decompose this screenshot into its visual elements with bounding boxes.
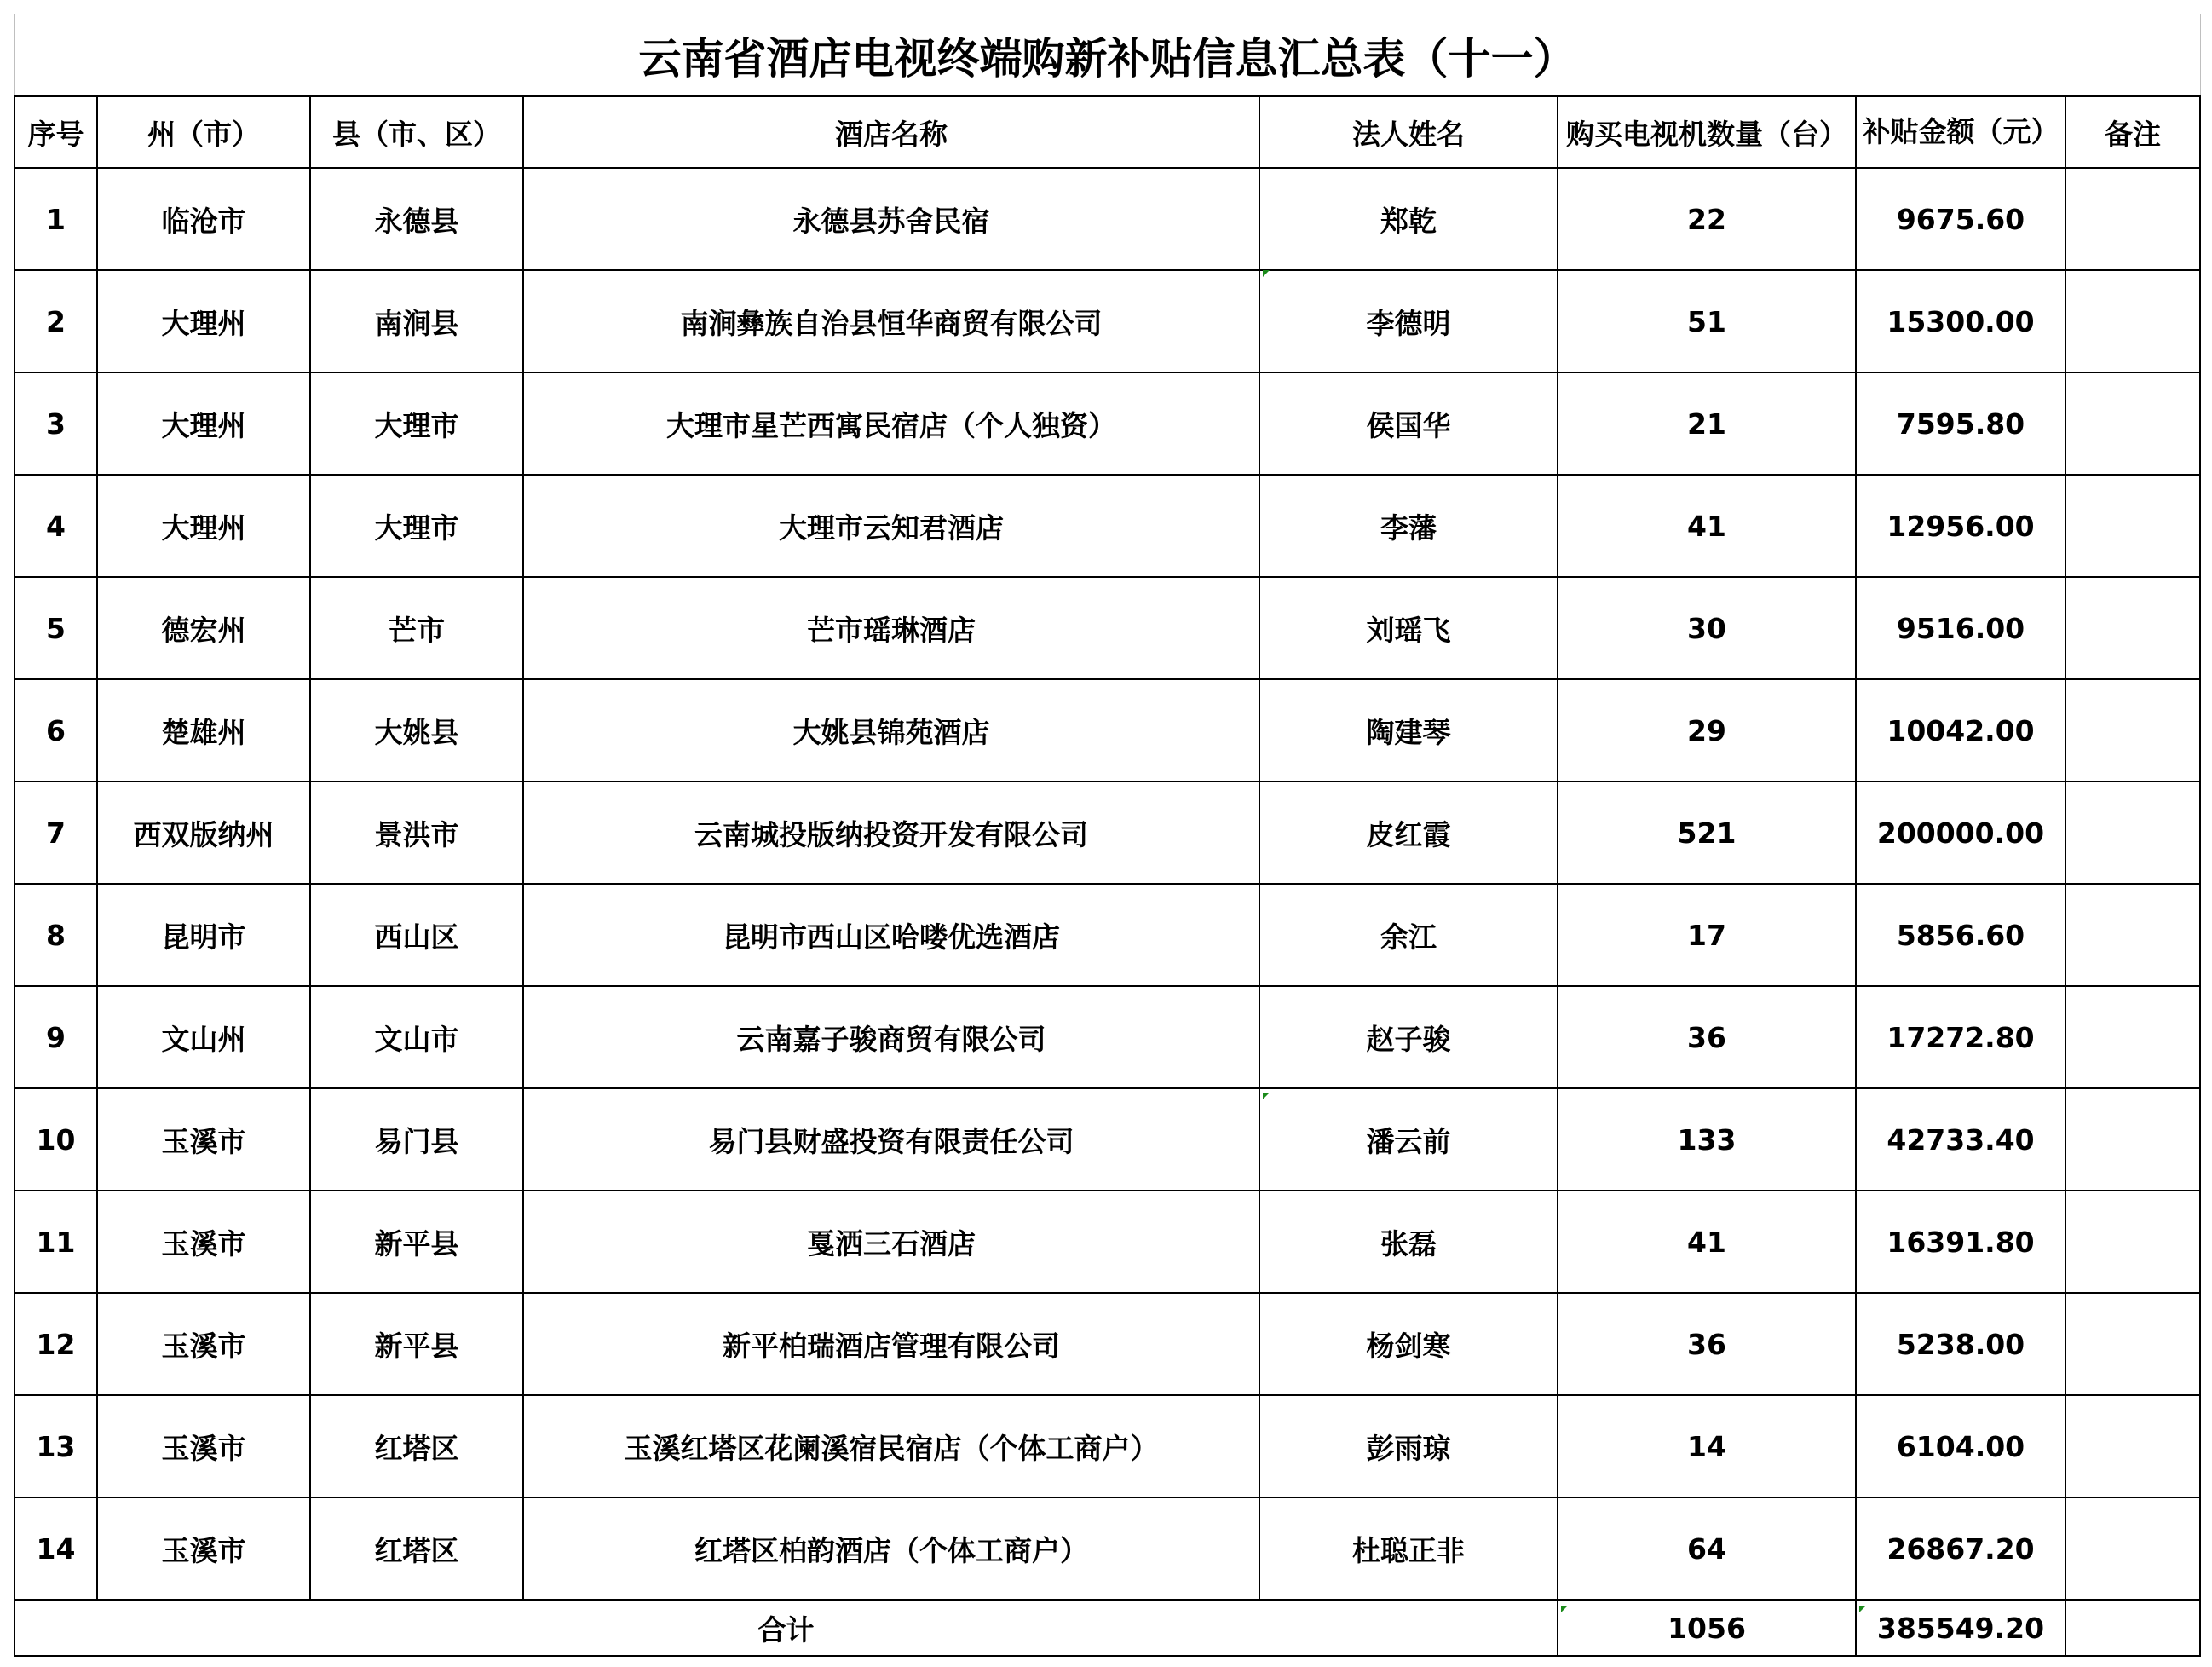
cell-no[interactable]: 8 [14,884,97,986]
cell-subsidy[interactable]: 9516.00 [1856,577,2065,679]
cell-subsidy[interactable]: 7595.80 [1856,372,2065,475]
table-body [14,168,2200,1600]
table-row [14,577,2200,679]
cell-prefecture[interactable]: 德宏州 [97,577,310,679]
table-row [14,884,2200,986]
cell-county[interactable]: 景洪市 [310,782,523,884]
cell-no[interactable]: 9 [14,986,97,1088]
cell-remarks[interactable] [2065,372,2200,475]
cell-prefecture[interactable]: 楚雄州 [97,679,310,782]
cell-no[interactable]: 5 [14,577,97,679]
cell-legal-person[interactable]: 侯国华 [1259,372,1558,475]
cell-county[interactable]: 西山区 [310,884,523,986]
total-subsidy[interactable]: 385549.20 [1856,1600,2065,1656]
cell-remarks[interactable] [2065,1088,2200,1191]
cell-county[interactable]: 红塔区 [310,1497,523,1600]
cell-prefecture[interactable]: 玉溪市 [97,1395,310,1497]
cell-prefecture[interactable]: 西双版纳州 [97,782,310,884]
cell-prefecture[interactable]: 临沧市 [97,168,310,270]
cell-no[interactable]: 11 [14,1191,97,1293]
header-row [14,96,2200,168]
cell-prefecture[interactable]: 大理州 [97,372,310,475]
cell-remarks[interactable] [2065,577,2200,679]
cell-remarks[interactable] [2065,679,2200,782]
cell-prefecture[interactable]: 大理州 [97,475,310,577]
cell-marker [1859,1606,1866,1612]
cell-prefecture[interactable]: 玉溪市 [97,1293,310,1395]
cell-tv-count[interactable]: 41 [1558,475,1856,577]
cell-no[interactable]: 7 [14,782,97,884]
table-row [14,372,2200,475]
cell-prefecture[interactable]: 玉溪市 [97,1497,310,1600]
cell-county[interactable]: 大理市 [310,475,523,577]
cell-county[interactable]: 新平县 [310,1191,523,1293]
header-tv-count[interactable]: 购买电视机数量（台） [1558,96,1856,168]
cell-prefecture[interactable]: 大理州 [97,270,310,372]
cell-county[interactable]: 大姚县 [310,679,523,782]
cell-tv-count[interactable]: 36 [1558,1293,1856,1395]
cell-hotel[interactable]: 易门县财盛投资有限责任公司 [523,1088,1259,1191]
table-title[interactable]: 云南省酒店电视终端购新补贴信息汇总表（十一） [14,14,2200,97]
cell-hotel[interactable]: 大理市星芒西寓民宿店（个人独资） [523,372,1259,475]
cell-prefecture[interactable]: 玉溪市 [97,1191,310,1293]
cell-legal-person[interactable]: 张磊 [1259,1191,1558,1293]
header-county[interactable]: 县（市、区） [310,96,523,168]
table-row [14,1191,2200,1293]
cell-remarks[interactable] [2065,270,2200,372]
cell-county[interactable]: 新平县 [310,1293,523,1395]
cell-tv-count[interactable]: 29 [1558,679,1856,782]
cell-county[interactable]: 红塔区 [310,1395,523,1497]
cell-no[interactable]: 10 [14,1088,97,1191]
cell-subsidy[interactable]: 16391.80 [1856,1191,2065,1293]
cell-hotel[interactable]: 大理市云知君酒店 [523,475,1259,577]
cell-hotel[interactable]: 云南嘉子骏商贸有限公司 [523,986,1259,1088]
cell-tv-count[interactable]: 30 [1558,577,1856,679]
cell-tv-count[interactable]: 41 [1558,1191,1856,1293]
cell-tv-count[interactable]: 521 [1558,782,1856,884]
cell-legal-person[interactable]: 皮红霞 [1259,782,1558,884]
cell-tv-count[interactable]: 36 [1558,986,1856,1088]
cell-hotel[interactable]: 玉溪红塔区花阑溪宿民宿店（个体工商户） [523,1395,1259,1497]
cell-hotel[interactable]: 戛洒三石酒店 [523,1191,1259,1293]
cell-marker [1561,1606,1568,1612]
cell-legal-person[interactable]: 赵子骏 [1259,986,1558,1088]
cell-subsidy[interactable]: 42733.40 [1856,1088,2065,1191]
cell-legal-person[interactable]: 杨剑寒 [1259,1293,1558,1395]
cell-marker [1263,1093,1270,1099]
cell-legal-person[interactable]: 潘云前 [1259,1088,1558,1191]
cell-marker [1263,270,1270,277]
cell-remarks[interactable] [2065,1191,2200,1293]
cell-remarks[interactable] [2065,1293,2200,1395]
cell-subsidy[interactable]: 26867.20 [1856,1497,2065,1600]
cell-subsidy[interactable]: 9675.60 [1856,168,2065,270]
cell-hotel[interactable]: 芒市瑶琳酒店 [523,577,1259,679]
total-remarks[interactable] [2065,1600,2200,1656]
cell-subsidy[interactable]: 10042.00 [1856,679,2065,782]
table-row [14,475,2200,577]
cell-subsidy[interactable]: 5856.60 [1856,884,2065,986]
cell-legal-person[interactable]: 陶建琴 [1259,679,1558,782]
cell-subsidy[interactable]: 5238.00 [1856,1293,2065,1395]
cell-legal-person[interactable]: 郑乾 [1259,168,1558,270]
header-subsidy[interactable] [1856,96,2065,168]
cell-remarks[interactable] [2065,884,2200,986]
table-row [14,679,2200,782]
cell-tv-count[interactable]: 21 [1558,372,1856,475]
cell-prefecture[interactable]: 文山州 [97,986,310,1088]
cell-remarks[interactable] [2065,475,2200,577]
cell-legal-person[interactable]: 彭雨琼 [1259,1395,1558,1497]
header-prefecture[interactable]: 州（市） [97,96,310,168]
cell-hotel[interactable]: 大姚县锦苑酒店 [523,679,1259,782]
table-row [14,1395,2200,1497]
cell-county[interactable]: 南涧县 [310,270,523,372]
table-container [14,14,2201,1657]
cell-tv-count[interactable]: 51 [1558,270,1856,372]
cell-hotel[interactable]: 新平柏瑞酒店管理有限公司 [523,1293,1259,1395]
cell-remarks[interactable] [2065,986,2200,1088]
table-row [14,986,2200,1088]
cell-no[interactable]: 1 [14,168,97,270]
cell-remarks[interactable] [2065,1395,2200,1497]
cell-legal-person[interactable]: 杜聪正非 [1259,1497,1558,1600]
cell-county[interactable]: 大理市 [310,372,523,475]
table-row [14,168,2200,270]
cell-legal-person[interactable]: 李藩 [1259,475,1558,577]
table-row [14,1497,2200,1600]
cell-legal-person[interactable]: 李德明 [1259,270,1558,372]
cell-legal-person[interactable]: 刘瑶飞 [1259,577,1558,679]
total-tv-count[interactable]: 1056 [1558,1600,1856,1656]
cell-subsidy[interactable]: 15300.00 [1856,270,2065,372]
cell-subsidy[interactable]: 12956.00 [1856,475,2065,577]
cell-prefecture[interactable]: 玉溪市 [97,1088,310,1191]
total-label[interactable]: 合计 [14,1600,1558,1656]
header-subsidy-label: 补贴金额（元） [1862,115,2059,148]
cell-county[interactable]: 文山市 [310,986,523,1088]
cell-tv-count[interactable]: 14 [1558,1395,1856,1497]
header-remarks[interactable]: 备注 [2065,96,2200,168]
table-row [14,270,2200,372]
cell-no[interactable]: 14 [14,1497,97,1600]
cell-remarks[interactable] [2065,168,2200,270]
table-row [14,1293,2200,1395]
cell-legal-person[interactable]: 余江 [1259,884,1558,986]
header-legal-person[interactable]: 法人姓名 [1259,96,1558,168]
header-hotel[interactable]: 酒店名称 [523,96,1259,168]
cell-subsidy[interactable]: 17272.80 [1856,986,2065,1088]
table-row [14,782,2200,884]
table-row [14,1088,2200,1191]
cell-tv-count[interactable]: 22 [1558,168,1856,270]
cell-subsidy[interactable]: 200000.00 [1856,782,2065,884]
cell-no[interactable]: 2 [14,270,97,372]
cell-county[interactable]: 芒市 [310,577,523,679]
cell-hotel[interactable]: 云南城投版纳投资开发有限公司 [523,782,1259,884]
cell-prefecture[interactable]: 昆明市 [97,884,310,986]
subsidy-table [14,14,2201,1657]
cell-remarks[interactable] [2065,1497,2200,1600]
cell-hotel[interactable]: 昆明市西山区哈喽优选酒店 [523,884,1259,986]
cell-no[interactable]: 3 [14,372,97,475]
cell-tv-count[interactable]: 64 [1558,1497,1856,1600]
cell-no[interactable]: 4 [14,475,97,577]
cell-no[interactable]: 13 [14,1395,97,1497]
cell-no[interactable]: 12 [14,1293,97,1395]
cell-county[interactable]: 易门县 [310,1088,523,1191]
cell-subsidy[interactable]: 6104.00 [1856,1395,2065,1497]
cell-tv-count[interactable]: 133 [1558,1088,1856,1191]
cell-county[interactable]: 永德县 [310,168,523,270]
cell-hotel[interactable]: 南涧彝族自治县恒华商贸有限公司 [523,270,1259,372]
header-no[interactable]: 序号 [14,96,97,168]
total-row [14,1600,2200,1656]
cell-no[interactable]: 6 [14,679,97,782]
cell-tv-count[interactable]: 17 [1558,884,1856,986]
cell-hotel[interactable]: 红塔区柏韵酒店（个体工商户） [523,1497,1259,1600]
cell-remarks[interactable] [2065,782,2200,884]
cell-hotel[interactable]: 永德县苏舍民宿 [523,168,1259,270]
